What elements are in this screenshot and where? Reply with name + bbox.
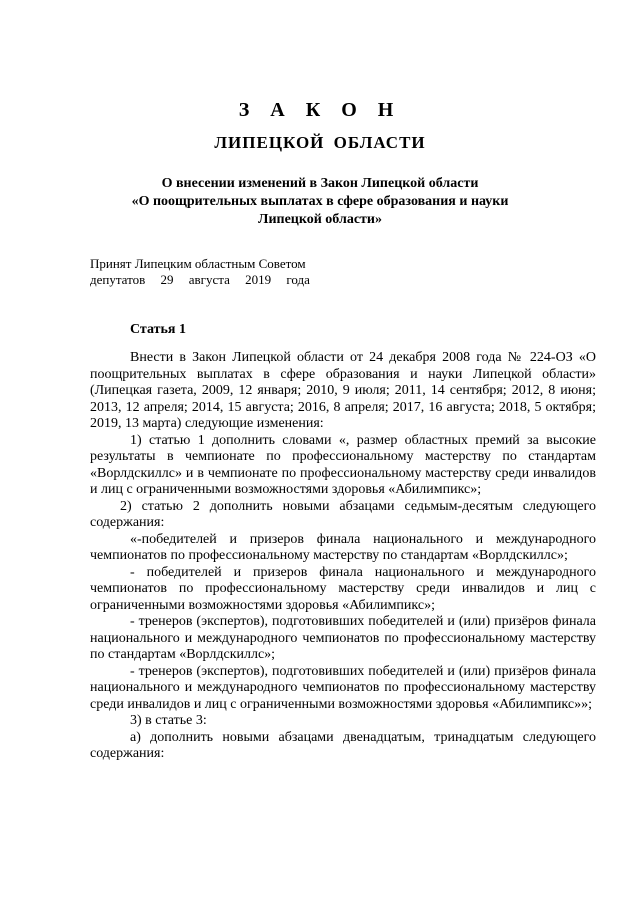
heading-line: О внесении изменений в Закон Липецкой области — [161, 176, 479, 191]
paragraph: 2) статью 2 дополнить новыми абзацами седьмым-десятым следующего содержания: — [90, 498, 596, 530]
article-title: Статья 1 — [130, 322, 186, 337]
paragraph: - тренеров (экспертов), подготовивших победителей и (или) призёров финала национального и международного чемпионатов по профессиональному мастерству по стандартам «Ворлдскиллс»; — [90, 614, 596, 662]
heading-line: Липецкой области» — [258, 212, 382, 227]
law-title: З А К О Н — [238, 99, 402, 121]
paragraph: 3) в статье 3: — [130, 713, 207, 728]
region-title: ЛИПЕЦКОЙ ОБЛАСТИ — [214, 133, 426, 152]
heading-line: «О поощрительных выплатах в сфере образования и науки — [131, 194, 509, 209]
paragraph: 1) статью 1 дополнить словами «, размер областных премий за высокие результаты в чемпионате по профессиональному мастерству по стандартам «Ворлдскиллс» и в чемпионате по профессиональному мастерству среди инвалидов и лиц с ограниченными возможностями здоровья «Абилимпикс»; — [90, 432, 596, 497]
adoption-date-line: депутатов 29 августа 2019 года — [90, 272, 310, 287]
paragraph: Внести в Закон Липецкой области от 24 декабря 2008 года № 224-ОЗ «О поощрительных выплатах в сфере образования и науки Липецкой области» (Липецкая газета, 2009, 12 января; 2010, 9 июля; 2011, 14 сентября; 2012, 8 июня; 2013, 12 апреля; 2014, 15 августа; 2016, 8 апреля; 2017, 16 августа; 2018, 5 октября; 2019, 13 марта) следующие изменения: — [90, 350, 596, 431]
article-body — [90, 350, 596, 763]
paragraph: - победителей и призеров финала национального и международного чемпионатов по профессиональному мастерству среди инвалидов и лиц с ограниченными возможностями здоровья «Абилимпикс»; — [90, 564, 596, 613]
paragraph: - тренеров (экспертов), подготовивших победителей и (или) призёров финала национального и международного чемпионатов по профессиональному мастерству среди инвалидов и лиц с ограниченными возможностями здоровья «Абилимпикс»»; — [90, 663, 596, 712]
paragraph: «-победителей и призеров финала национального и международного чемпионатов по профессиональному мастерству по стандартам «Ворлдскиллс»; — [90, 531, 596, 563]
paragraph: а) дополнить новыми абзацами двенадцатым, тринадцатым следующего содержания: — [90, 729, 596, 761]
law-heading — [120, 175, 520, 229]
adoption-note — [90, 256, 330, 288]
adoption-line: Принят Липецким областным Советом — [90, 256, 306, 271]
